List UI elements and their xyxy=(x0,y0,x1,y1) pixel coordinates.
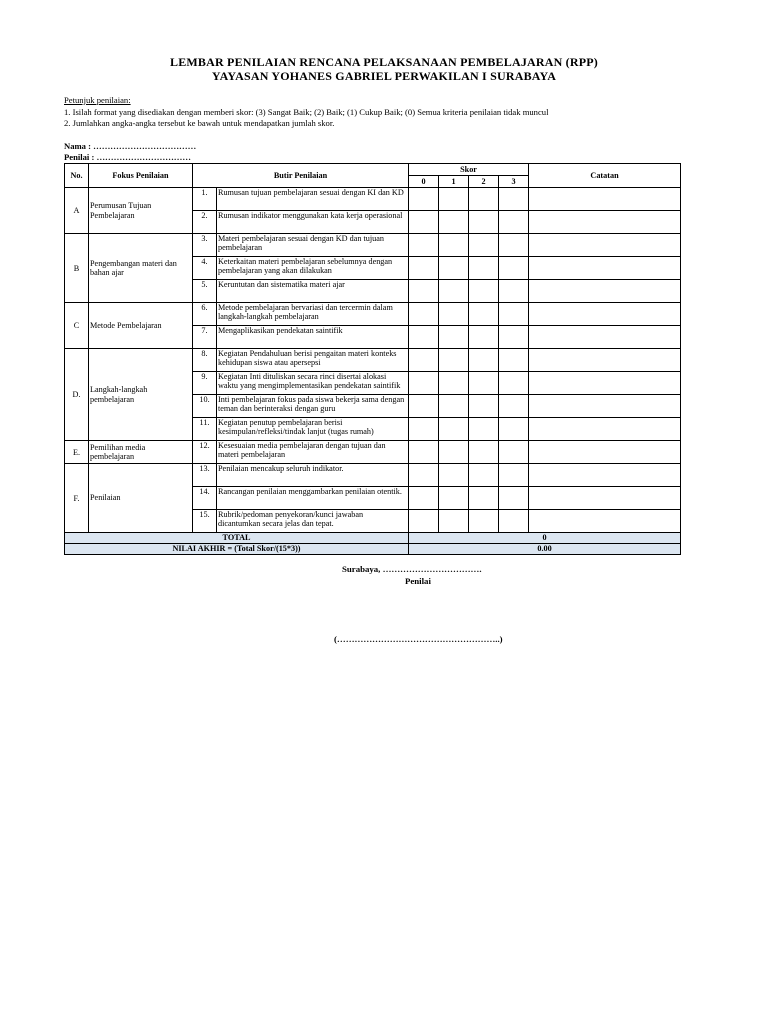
item-text: Kegiatan Inti dituliskan secara rinci disertai alokasi waktu yang mengimplementasikan pendekatan saintifik xyxy=(218,372,401,391)
score-cell-3[interactable] xyxy=(499,188,529,211)
score-cell-1[interactable] xyxy=(439,395,469,418)
score-cell-3[interactable] xyxy=(499,234,529,257)
total-value: 0 xyxy=(409,533,681,544)
item-text-cell xyxy=(217,303,409,326)
item-row xyxy=(65,234,681,257)
group-fokus: Pengembangan materi dan bahan ajar xyxy=(89,234,193,303)
item-text-cell xyxy=(217,326,409,349)
item-text: Materi pembelajaran sesuai dengan KD dan tujuan pembelajaran xyxy=(218,234,384,253)
score-cell-1[interactable] xyxy=(439,510,469,533)
header-no: No. xyxy=(65,164,89,188)
group-fokus: Langkah-langkah pembelajaran xyxy=(89,349,193,441)
catatan-cell[interactable] xyxy=(529,188,681,211)
item-text: Kegiatan penutup pembelajaran berisi kesimpulan/refleksi/tindak lanjut (tugas rumah) xyxy=(218,418,374,437)
item-text: Keruntutan dan sistematika materi ajar xyxy=(218,280,345,289)
score-cell-2[interactable] xyxy=(469,418,499,441)
instruction-line-1: 1. Isilah format yang disediakan dengan memberi skor: (3) Sangat Baik; (2) Baik; (1) Cukup Baik; (0) Semua kriteria penilaian tidak muncul xyxy=(64,106,549,117)
item-text: Metode pembelajaran bervariasi dan tercermin dalam langkah-langkah pembelajaran xyxy=(218,303,393,322)
score-cell-3[interactable] xyxy=(499,372,529,395)
item-number: 11. xyxy=(193,418,217,441)
item-number: 13. xyxy=(193,464,217,487)
header-fokus: Fokus Penilaian xyxy=(89,164,193,188)
item-text: Rumusan indikator menggunakan kata kerja operasional xyxy=(218,211,403,220)
catatan-cell[interactable] xyxy=(529,487,681,510)
item-text: Keterkaitan materi pembelajaran sebelumnya dengan pembelajaran yang akan dilakukan xyxy=(218,257,393,276)
group-fokus: Metode Pembelajaran xyxy=(89,303,193,349)
item-number: 8. xyxy=(193,349,217,372)
nama-field[interactable]: Nama : ……………………………… xyxy=(64,141,197,151)
final-score-row xyxy=(65,544,681,555)
item-text: Kesesuaian media pembelajaran dengan tujuan dan materi pembelajaran xyxy=(218,441,386,460)
catatan-cell[interactable] xyxy=(529,234,681,257)
item-text-cell xyxy=(217,280,409,303)
score-cell-2[interactable] xyxy=(469,211,499,234)
score-cell-1[interactable] xyxy=(439,418,469,441)
item-text: Mengaplikasikan pendekatan saintifik xyxy=(218,326,343,335)
score-cell-0[interactable] xyxy=(409,188,439,211)
assessment-table xyxy=(64,163,681,555)
score-cell-3[interactable] xyxy=(499,418,529,441)
item-text-cell xyxy=(217,211,409,234)
item-number: 1. xyxy=(193,188,217,211)
score-cell-0[interactable] xyxy=(409,441,439,464)
group-fokus: Pemilihan media pembelajaran xyxy=(89,441,193,464)
score-cell-2[interactable] xyxy=(469,257,499,280)
group-no: B xyxy=(65,234,89,303)
score-cell-1[interactable] xyxy=(439,372,469,395)
score-cell-0[interactable] xyxy=(409,303,439,326)
item-number: 14. xyxy=(193,487,217,510)
score-cell-0[interactable] xyxy=(409,372,439,395)
document-title-line2: YAYASAN YOHANES GABRIEL PERWAKILAN I SURABAYA xyxy=(211,69,557,83)
score-cell-0[interactable] xyxy=(409,510,439,533)
catatan-cell[interactable] xyxy=(529,349,681,372)
catatan-cell[interactable] xyxy=(529,303,681,326)
signature-role: Penilai xyxy=(405,576,431,586)
item-text-cell xyxy=(217,257,409,280)
score-cell-0[interactable] xyxy=(409,349,439,372)
group-no: D. xyxy=(65,349,89,441)
catatan-cell[interactable] xyxy=(529,418,681,441)
score-cell-1[interactable] xyxy=(439,280,469,303)
document-title-line1: LEMBAR PENILAIAN RENCANA PELAKSANAAN PEMBELAJARAN (RPP) xyxy=(169,55,598,69)
group-no: F. xyxy=(65,464,89,533)
score-cell-2[interactable] xyxy=(469,487,499,510)
score-cell-2[interactable] xyxy=(469,441,499,464)
item-number: 12. xyxy=(193,441,217,464)
item-text-cell xyxy=(217,464,409,487)
score-cell-2[interactable] xyxy=(469,234,499,257)
catatan-cell[interactable] xyxy=(529,510,681,533)
item-text-cell xyxy=(217,487,409,510)
score-cell-3[interactable] xyxy=(499,257,529,280)
score-cell-3[interactable] xyxy=(499,349,529,372)
score-cell-2[interactable] xyxy=(469,188,499,211)
catatan-cell[interactable] xyxy=(529,372,681,395)
item-text: Kegiatan Pendahuluan berisi pengaitan materi konteks kehidupan siswa atau apersepsi xyxy=(218,349,397,368)
item-row xyxy=(65,464,681,487)
score-cell-2[interactable] xyxy=(469,510,499,533)
catatan-cell[interactable] xyxy=(529,464,681,487)
score-cell-3[interactable] xyxy=(499,326,529,349)
score-cell-0[interactable] xyxy=(409,211,439,234)
score-cell-1[interactable] xyxy=(439,441,469,464)
item-row xyxy=(65,188,681,211)
score-cell-1[interactable] xyxy=(439,349,469,372)
catatan-cell[interactable] xyxy=(529,441,681,464)
score-cell-1[interactable] xyxy=(439,464,469,487)
item-text: Inti pembelajaran fokus pada siswa bekerja sama dengan teman dan berinteraksi dengan guru xyxy=(218,395,405,414)
score-cell-2[interactable] xyxy=(469,349,499,372)
item-text-cell xyxy=(217,234,409,257)
score-cell-0[interactable] xyxy=(409,234,439,257)
group-no: A xyxy=(65,188,89,234)
item-number: 9. xyxy=(193,372,217,395)
item-text-cell xyxy=(217,188,409,211)
score-cell-2[interactable] xyxy=(469,372,499,395)
item-number: 6. xyxy=(193,303,217,326)
final-score-value: 0.00 xyxy=(409,544,681,555)
header-skor-1: 1 xyxy=(439,176,469,188)
score-cell-2[interactable] xyxy=(469,395,499,418)
header-catatan: Catatan xyxy=(529,164,681,188)
item-row xyxy=(65,441,681,464)
score-cell-1[interactable] xyxy=(439,487,469,510)
score-cell-3[interactable] xyxy=(499,441,529,464)
score-cell-2[interactable] xyxy=(469,303,499,326)
score-cell-0[interactable] xyxy=(409,464,439,487)
score-cell-1[interactable] xyxy=(439,326,469,349)
instruction-line-2: 2. Jumlahkan angka-angka tersebut ke bawah untuk mendapatkan jumlah skor. xyxy=(64,118,335,128)
signature-place-date: Surabaya, ……………………………. xyxy=(342,564,482,574)
score-cell-0[interactable] xyxy=(409,487,439,510)
item-row xyxy=(65,349,681,372)
item-number: 5. xyxy=(193,280,217,303)
score-cell-3[interactable] xyxy=(499,487,529,510)
score-cell-1[interactable] xyxy=(439,211,469,234)
score-cell-0[interactable] xyxy=(409,257,439,280)
score-cell-1[interactable] xyxy=(439,234,469,257)
score-cell-0[interactable] xyxy=(409,280,439,303)
score-cell-2[interactable] xyxy=(469,464,499,487)
item-text-cell xyxy=(217,372,409,395)
header-butir: Butir Penilaian xyxy=(193,164,409,188)
item-text: Penilaian mencakup seluruh indikator. xyxy=(218,464,344,473)
item-row xyxy=(65,303,681,326)
item-text: Rumusan tujuan pembelajaran sesuai dengan KI dan KD xyxy=(218,188,404,197)
total-row xyxy=(65,533,681,544)
score-cell-3[interactable] xyxy=(499,510,529,533)
catatan-cell[interactable] xyxy=(529,211,681,234)
item-number: 15. xyxy=(193,510,217,533)
item-text-cell xyxy=(217,510,409,533)
item-text-cell xyxy=(217,441,409,464)
penilai-field[interactable]: Penilai : …………………………… xyxy=(64,152,191,162)
group-no: E. xyxy=(65,441,89,464)
score-cell-2[interactable] xyxy=(469,280,499,303)
header-skor-2: 2 xyxy=(469,176,499,188)
score-cell-3[interactable] xyxy=(499,211,529,234)
catatan-cell[interactable] xyxy=(529,257,681,280)
score-cell-3[interactable] xyxy=(499,464,529,487)
group-fokus: Penilaian xyxy=(89,464,193,533)
instructions-heading: Petunjuk penilaian: xyxy=(64,95,131,105)
score-cell-3[interactable] xyxy=(499,280,529,303)
item-number: 3. xyxy=(193,234,217,257)
item-text-cell xyxy=(217,395,409,418)
score-cell-3[interactable] xyxy=(499,303,529,326)
score-cell-0[interactable] xyxy=(409,395,439,418)
item-text-cell xyxy=(217,418,409,441)
header-skor-3: 3 xyxy=(499,176,529,188)
catatan-cell[interactable] xyxy=(529,326,681,349)
group-no: C xyxy=(65,303,89,349)
score-cell-2[interactable] xyxy=(469,326,499,349)
catatan-cell[interactable] xyxy=(529,395,681,418)
score-cell-1[interactable] xyxy=(439,257,469,280)
score-cell-0[interactable] xyxy=(409,326,439,349)
instructions xyxy=(64,95,548,130)
item-number: 4. xyxy=(193,257,217,280)
signature-name-line[interactable]: (………………………………………………..) xyxy=(334,634,503,644)
catatan-cell[interactable] xyxy=(529,280,681,303)
item-text-cell xyxy=(217,349,409,372)
header-skor-0: 0 xyxy=(409,176,439,188)
group-fokus: Perumusan Tujuan Pembelajaran xyxy=(89,188,193,234)
score-cell-1[interactable] xyxy=(439,188,469,211)
item-text: Rancangan penilaian menggambarkan penilaian otentik. xyxy=(218,487,402,496)
score-cell-3[interactable] xyxy=(499,395,529,418)
item-number: 10. xyxy=(193,395,217,418)
score-cell-1[interactable] xyxy=(439,303,469,326)
header-skor: Skor xyxy=(409,164,529,176)
score-cell-0[interactable] xyxy=(409,418,439,441)
total-label: TOTAL xyxy=(65,533,409,544)
item-number: 2. xyxy=(193,211,217,234)
item-number: 7. xyxy=(193,326,217,349)
item-text: Rubrik/pedoman penyekoran/kunci jawaban dicantumkan secara jelas dan tepat. xyxy=(218,510,364,529)
final-score-label: NILAI AKHIR = (Total Skor/(15*3)) xyxy=(65,544,409,555)
